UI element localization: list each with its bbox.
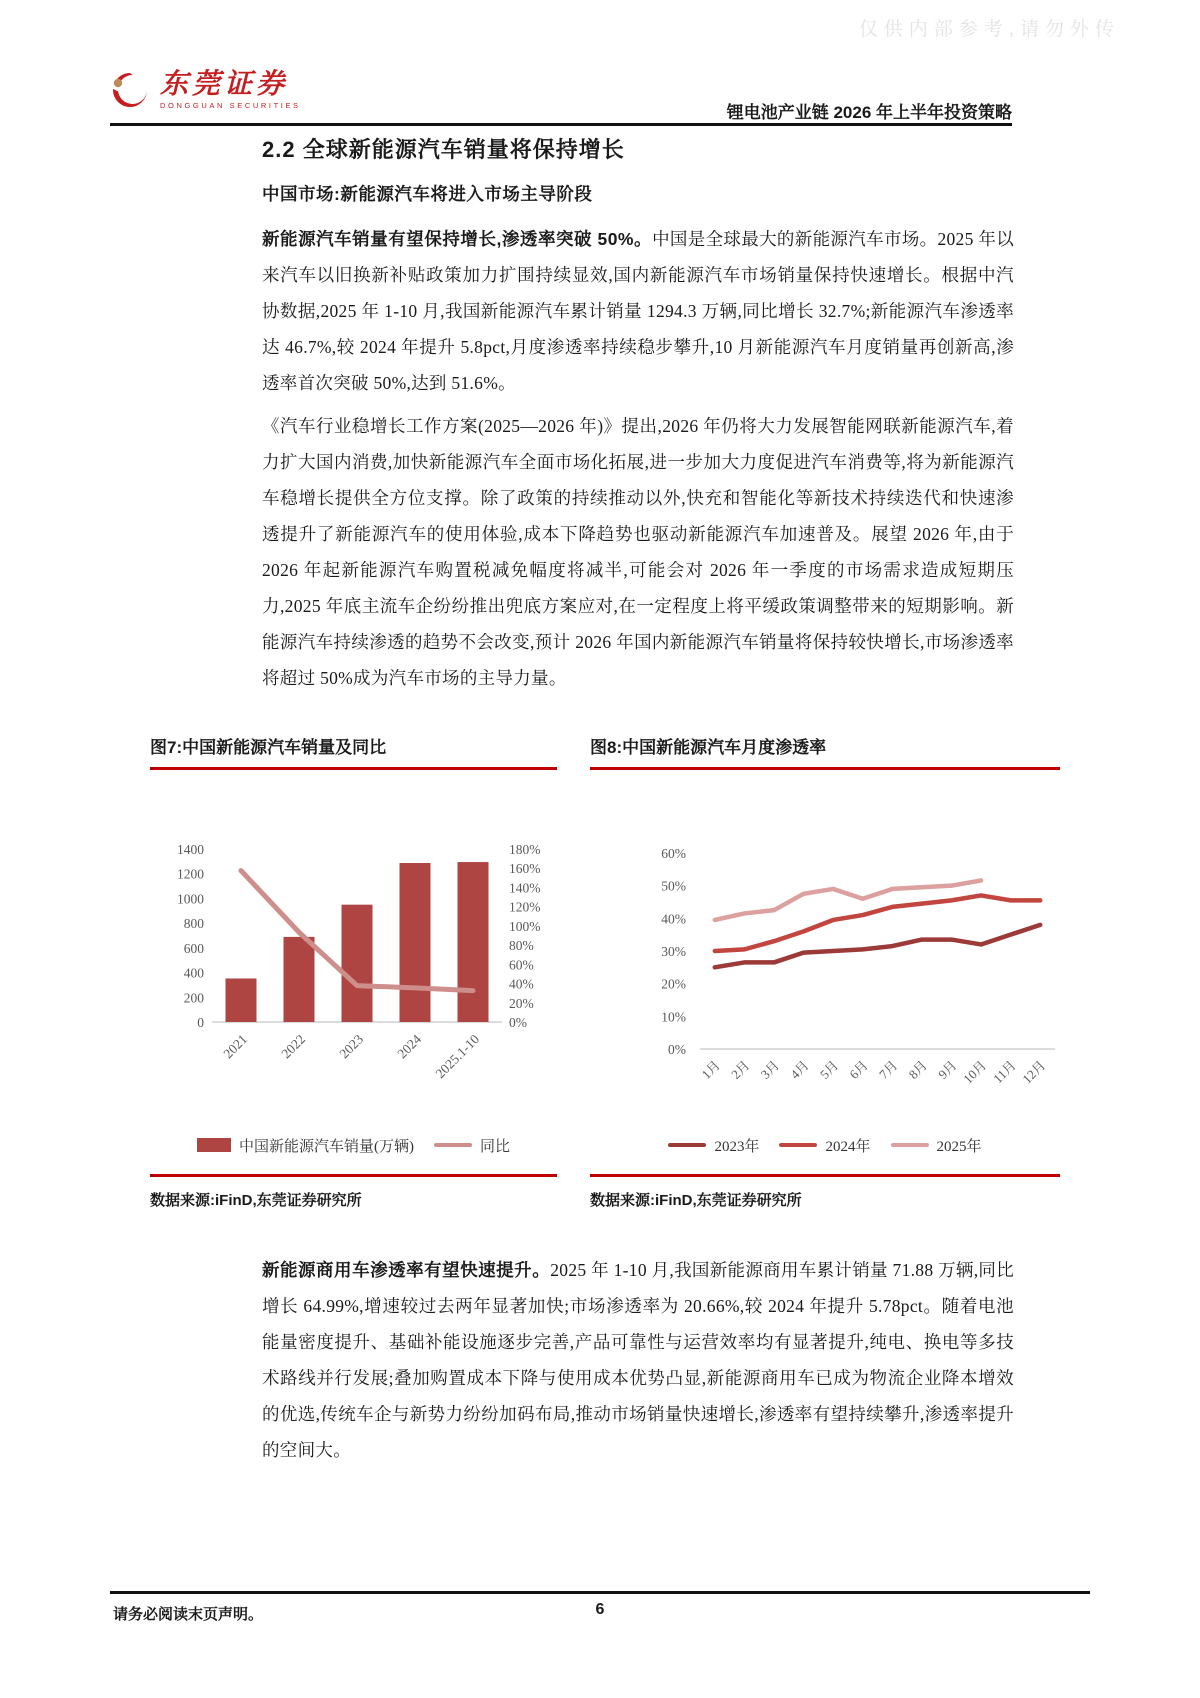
figure-7-chart	[150, 772, 557, 1124]
paragraph-lead-bold: 新能源汽车销量有望保持增长,渗透率突破 50%。	[262, 229, 653, 249]
logo-mark-icon	[108, 70, 152, 112]
svg-text:2024: 2024	[394, 1031, 425, 1062]
svg-text:40%: 40%	[661, 911, 686, 927]
svg-text:20%: 20%	[661, 976, 686, 992]
svg-text:40%: 40%	[509, 976, 534, 992]
svg-text:600: 600	[183, 940, 204, 956]
paragraph-text: 中国是全球最大的新能源汽车市场。2025 年以来汽车以旧换新补贴政策加力扩围持续显效,国内新能源汽车市场销量保持快速增长。根据中汽协数据,2025 年 1-10 月,我国新能源汽车累计销量 1294.3 万辆,同比增长 32.7%;新能源汽车渗透率达 46.7%,较 2024 年提升 5.8pct,月度渗透率持续稳步攀升,10 月新能源汽车月度销量再创新高,渗透率首次突破 50%,达到 51.6%。	[262, 229, 1014, 393]
figure-7-source: 数据来源:iFinD,东莞证券研究所	[150, 1191, 362, 1209]
figure-7	[150, 733, 557, 1210]
figure-8-bottom-rule	[590, 1174, 1060, 1177]
paragraph-lead-bold: 新能源商用车渗透率有望快速提升。	[262, 1260, 551, 1280]
legend-year-2023-label: 2023年	[714, 1138, 760, 1155]
paragraph-commercial-nev	[262, 1252, 1014, 1468]
svg-text:30%: 30%	[661, 944, 686, 959]
figure-7-top-rule	[150, 767, 557, 770]
svg-text:1200: 1200	[177, 866, 204, 882]
figure-8-chart	[590, 772, 1060, 1124]
figure-8-source: 数据来源:iFinD,东莞证券研究所	[590, 1191, 802, 1209]
legend-nev-sales	[197, 1135, 414, 1156]
svg-text:9月: 9月	[935, 1057, 960, 1082]
svg-text:0%: 0%	[668, 1042, 686, 1057]
legend-yoy	[434, 1135, 510, 1156]
figure-8-top-rule	[590, 767, 1060, 770]
header-rule	[110, 123, 1012, 126]
legend-year-2024	[779, 1135, 870, 1156]
svg-text:8月: 8月	[905, 1057, 930, 1082]
svg-text:2021: 2021	[220, 1031, 251, 1062]
svg-text:180%: 180%	[509, 842, 541, 857]
svg-text:60%: 60%	[661, 846, 686, 861]
section-heading: 2.2 全球新能源汽车销量将保持增长	[262, 137, 625, 162]
footer-rule	[110, 1591, 1090, 1594]
svg-text:400: 400	[183, 965, 204, 981]
svg-text:12月: 12月	[1019, 1057, 1049, 1087]
svg-text:10%: 10%	[661, 1009, 686, 1025]
legend-yoy-label: 同比	[479, 1138, 510, 1155]
svg-text:11月: 11月	[990, 1057, 1019, 1087]
logo-en: DONGGUAN SECURITIES	[160, 101, 301, 110]
svg-text:20%: 20%	[509, 995, 534, 1011]
svg-text:120%: 120%	[509, 899, 541, 915]
paragraph-text: 《汽车行业稳增长工作方案(2025—2026 年)》提出,2026 年仍将大力发展智能网联新能源汽车,着力扩大国内消费,加快新能源汽车全面市场化拓展,进一步加大力度促进汽车消费等,将为新能源汽车稳增长提供全方位支撑。除了政策的持续推动以外,快充和智能化等新技术持续迭代和快速渗透提升了新能源汽车的使用体验,成本下降趋势也驱动新能源汽车加速普及。展望 2026 年,由于 2026 年起新能源汽车购置税减免幅度将减半,可能会对 2026 年一季度的市场需求造成短期压力,2025 年底主流车企纷纷推出兜底方案应对,在一定程度上将平缓政策调整带来的短期影响。新能源汽车持续渗透的趋势不会改变,预计 2026 年国内新能源汽车销量将保持较快增长,市场渗透率将超过 50%成为汽车市场的主导力量。	[262, 416, 1014, 688]
confidential-watermark: 仅供内部参考,请勿外传	[858, 19, 1120, 40]
section-subheading: 中国市场:新能源汽车将进入市场主导阶段	[262, 184, 593, 204]
legend-year-2024-swatch-icon	[779, 1143, 817, 1148]
svg-text:80%: 80%	[509, 938, 534, 954]
svg-text:140%: 140%	[509, 880, 541, 896]
figure-7-legend	[150, 1134, 557, 1156]
report-title: 锂电池产业链 2026 年上半年投资策略	[726, 103, 1012, 122]
svg-text:60%: 60%	[509, 957, 534, 973]
svg-text:100%: 100%	[509, 918, 541, 934]
paragraph-nev-sales	[262, 221, 1014, 401]
figures-row	[150, 733, 1060, 1210]
svg-text:7月: 7月	[876, 1057, 901, 1082]
svg-text:2022: 2022	[278, 1031, 309, 1062]
legend-year-2024-label: 2024年	[825, 1138, 871, 1155]
svg-text:2月: 2月	[728, 1057, 753, 1082]
svg-text:2023: 2023	[336, 1031, 367, 1062]
svg-text:1400: 1400	[177, 842, 204, 857]
svg-text:10月: 10月	[960, 1057, 990, 1087]
svg-text:5月: 5月	[816, 1057, 842, 1082]
legend-nev-sales-swatch-icon	[197, 1138, 231, 1152]
legend-year-2023-swatch-icon	[668, 1143, 706, 1148]
figure-7-title: 图7:中国新能源汽车销量及同比	[150, 738, 387, 757]
legend-year-2025-swatch-icon	[891, 1143, 929, 1148]
svg-text:0: 0	[197, 1015, 204, 1030]
paragraph-text: 2025 年 1-10 月,我国新能源商用车累计销量 71.88 万辆,同比增长 64.99%,增速较过去两年显著加快;市场渗透率为 20.66%,较 2024 年提升 5.78pct。随着电池能量密度提升、基础补能设施逐步完善,产品可靠性与运营效率均有显著提升,纯电、换电等多技术路线并行发展;叠加购置成本下降与使用成本优势凸显,新能源商用车已成为物流企业降本增效的优选,传统车企与新势力纷纷加码布局,推动市场销量快速增长,渗透率有望持续攀升,渗透率提升的空间大。	[262, 1260, 1015, 1460]
svg-text:4月: 4月	[787, 1057, 812, 1082]
footer-disclaimer: 请务必阅读末页声明。	[113, 1606, 264, 1623]
figure-8	[590, 733, 1060, 1210]
page-number: 6	[595, 1601, 605, 1618]
legend-year-2023	[668, 1135, 759, 1156]
svg-text:160%: 160%	[509, 861, 541, 877]
legend-year-2025	[891, 1135, 982, 1156]
logo-cn: 东莞证券	[160, 69, 289, 100]
svg-text:200: 200	[183, 990, 204, 1006]
dongguan-securities-logo	[108, 70, 301, 112]
svg-text:6月: 6月	[846, 1057, 871, 1082]
logo-text	[160, 70, 301, 110]
svg-text:0%: 0%	[509, 1015, 527, 1030]
svg-text:800: 800	[183, 916, 204, 932]
svg-text:1月: 1月	[698, 1057, 723, 1082]
figure-7-bottom-rule	[150, 1174, 557, 1177]
legend-year-2025-label: 2025年	[936, 1138, 982, 1155]
legend-nev-sales-label: 中国新能源汽车销量(万辆)	[238, 1138, 414, 1155]
figure-8-title: 图8:中国新能源汽车月度渗透率	[590, 738, 827, 757]
svg-text:1000: 1000	[177, 891, 204, 907]
svg-text:50%: 50%	[661, 878, 686, 894]
paragraph-policy	[262, 408, 1014, 696]
svg-text:2025.1-10: 2025.1-10	[432, 1031, 483, 1082]
legend-yoy-swatch-icon	[434, 1143, 472, 1148]
svg-text:3月: 3月	[757, 1057, 783, 1082]
figure-8-legend	[590, 1134, 1060, 1156]
